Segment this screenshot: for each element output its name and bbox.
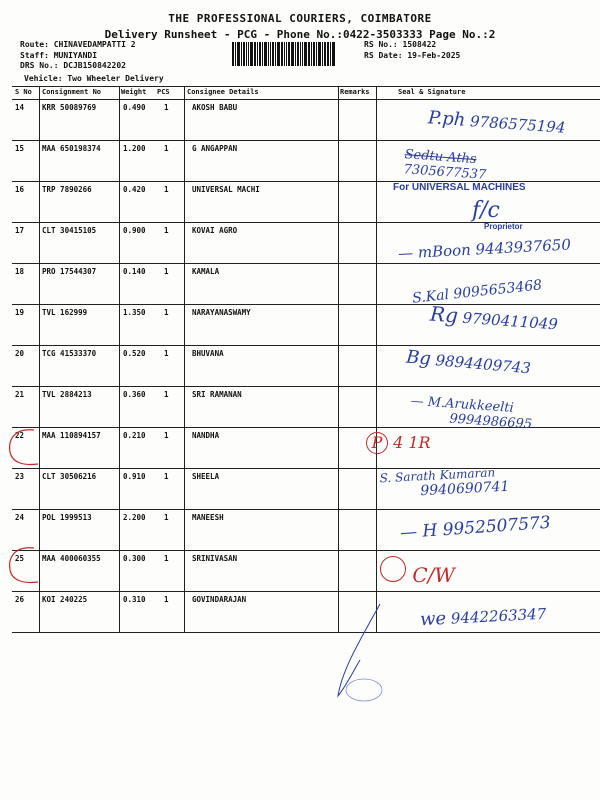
route-text: Route: CHINAVEDAMPATTI 2 (20, 40, 136, 49)
table-row (12, 427, 600, 469)
consignment-cell: MAA 650198374 (42, 144, 101, 153)
signature-r21: — M.Arukkeelti 9994986695 (410, 393, 533, 433)
consignee-cell: G ANGAPPAN (192, 144, 238, 153)
weight-cell: 0.360 (123, 390, 146, 399)
col-remarks: Remarks (340, 88, 370, 96)
col-weight: Weight (121, 88, 147, 96)
pcs-cell: 1 (164, 267, 169, 276)
consignee-cell: BHUVANA (192, 349, 224, 358)
barcode (232, 42, 356, 66)
pcs-cell: 1 (164, 472, 169, 481)
sno-cell: 22 (15, 431, 25, 440)
table-row (12, 550, 600, 592)
consignment-cell: KOI 240225 (42, 595, 88, 604)
consignment-cell: TVL 2884213 (42, 390, 92, 399)
consignee-cell: SHEELA (192, 472, 220, 481)
consignment-cell: KRR 50089769 (42, 103, 97, 112)
consignment-cell: TCG 41533370 (42, 349, 97, 358)
table-row (12, 468, 600, 510)
consignee-cell: SRI RAMANAN (192, 390, 242, 399)
weight-cell: 2.200 (123, 513, 146, 522)
pcs-cell: 1 (164, 103, 169, 112)
stamp-role: Proprietor (484, 222, 523, 231)
sno-cell: 20 (15, 349, 25, 358)
pcs-cell: 1 (164, 513, 169, 522)
consignee-cell: GOVINDARAJAN (192, 595, 247, 604)
col-consignment: Consignment No (42, 88, 102, 96)
pcs-cell: 1 (164, 554, 169, 563)
table-row (12, 140, 600, 182)
signature-r26: we 9442263347 (419, 604, 547, 631)
drs-text: DRS No.: DCJB150842202 (20, 61, 126, 70)
signature-r15: Sedtu Aths 7305677537 (403, 147, 487, 183)
table-header (12, 86, 600, 100)
signature-r24: — H 9952507573 (399, 512, 552, 544)
weight-cell: 0.910 (123, 472, 146, 481)
consignee-cell: NANDHA (192, 431, 220, 440)
consignee-cell: KAMALA (192, 267, 220, 276)
sno-cell: 15 (15, 144, 25, 153)
consignment-cell: POL 1999513 (42, 513, 92, 522)
rs-no-text: RS No.: 1508422 (364, 40, 437, 49)
weight-cell: 1.350 (123, 308, 146, 317)
consignment-cell: PRO 17544307 (42, 267, 97, 276)
pcs-cell: 1 (164, 390, 169, 399)
pcs-cell: 1 (164, 349, 169, 358)
consignment-cell: MAA 110894157 (42, 431, 101, 440)
weight-cell: 0.520 (123, 349, 146, 358)
staff-text: Staff: MUNIYANDI (20, 50, 98, 60)
consignment-cell: CLT 30506216 (42, 472, 97, 481)
stamp-signature: f/c (472, 198, 500, 223)
weight-cell: 0.490 (123, 103, 146, 112)
consignee-cell: AKOSH BABU (192, 103, 238, 112)
document-subtitle: Delivery Runsheet - PCG - Phone No.:0422-3503333 Page No.:2 (104, 28, 496, 41)
meta-left (20, 40, 136, 72)
consignment-cell: TRP 7890266 (42, 185, 92, 194)
remark-r22: P 4 1R (366, 432, 431, 454)
signature-r18: S.Kal 9095653468 (411, 277, 543, 307)
weight-cell: 0.900 (123, 226, 146, 235)
consignee-cell: NARAYANASWAMY (192, 308, 251, 317)
weight-cell: 0.420 (123, 185, 146, 194)
sno-cell: 25 (15, 554, 25, 563)
sno-cell: 18 (15, 267, 25, 276)
consignee-cell: MANEESH (192, 513, 224, 522)
vehicle-text: Vehicle: Two Wheeler Delivery (24, 74, 164, 83)
weight-cell: 0.140 (123, 267, 146, 276)
col-signature: Seal & Signature (398, 88, 466, 96)
consignee-cell: UNIVERSAL MACHI (192, 185, 260, 194)
signature-r23: S. Sarath Kumaran 9940690741 (379, 465, 510, 500)
consignment-cell: MAA 400060355 (42, 554, 101, 563)
pcs-cell: 1 (164, 595, 169, 604)
company-stamp: For UNIVERSAL MACHINES (393, 182, 526, 193)
weight-cell: 0.210 (123, 431, 146, 440)
consignee-cell: SRINIVASAN (192, 554, 238, 563)
consignment-cell: CLT 30415105 (42, 226, 97, 235)
pcs-cell: 1 (164, 185, 169, 194)
remark-r25: C/W (380, 556, 455, 587)
sno-cell: 26 (15, 595, 25, 604)
sno-cell: 14 (15, 103, 25, 112)
sno-cell: 16 (15, 185, 25, 194)
pcs-cell: 1 (164, 226, 169, 235)
pcs-cell: 1 (164, 308, 169, 317)
signature-r14: P.ph 9786575194 (427, 107, 566, 137)
sno-cell: 23 (15, 472, 25, 481)
weight-cell: 1.200 (123, 144, 146, 153)
sno-cell: 24 (15, 513, 25, 522)
signature-r19: Rg 9790411049 (429, 301, 559, 334)
pcs-cell: 1 (164, 431, 169, 440)
consignment-cell: TVL 162999 (42, 308, 88, 317)
consignee-cell: KOVAI AGRO (192, 226, 238, 235)
rs-date-text: RS Date: 19-Feb-2025 (364, 50, 461, 60)
weight-cell: 0.310 (123, 595, 146, 604)
sno-cell: 21 (15, 390, 25, 399)
pcs-cell: 1 (164, 144, 169, 153)
signature-r20: Bg 9894409743 (405, 346, 532, 378)
col-pcs: PCS (157, 88, 170, 96)
col-consignee: Consignee Details (187, 88, 259, 96)
sno-cell: 17 (15, 226, 25, 235)
sno-cell: 19 (15, 308, 25, 317)
document-title: THE PROFESSIONAL COURIERS, COIMBATORE (168, 12, 432, 25)
meta-right (364, 40, 460, 61)
signature-r17: — mBoon 9443937650 (397, 235, 572, 263)
weight-cell: 0.300 (123, 554, 146, 563)
col-sno: S No (15, 88, 32, 96)
